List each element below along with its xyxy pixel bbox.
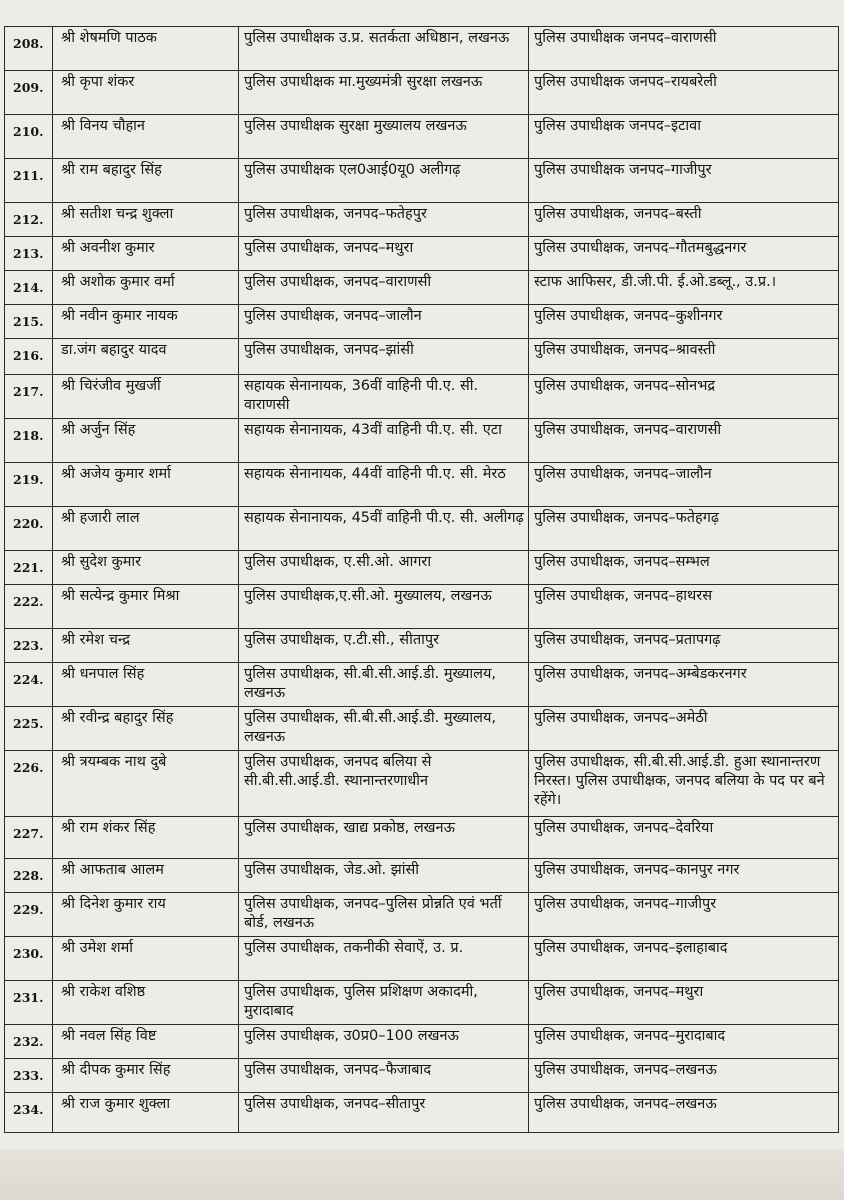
officer-name: श्री नवल सिंह विष्ट: [53, 1025, 239, 1059]
new-posting: पुलिस उपाधीक्षक, जनपद–कुशीनगर: [529, 305, 839, 339]
table-row: [5, 27, 839, 71]
new-posting: पुलिस उपाधीक्षक, जनपद–फतेहगढ़: [529, 507, 839, 551]
new-posting: पुलिस उपाधीक्षक, जनपद–लखनऊ: [529, 1093, 839, 1133]
current-posting: पुलिस उपाधीक्षक, खाद्य प्रकोष्ठ, लखनऊ: [239, 817, 529, 859]
serial-number: 223.: [5, 629, 53, 663]
serial-number: 214.: [5, 271, 53, 305]
table-row: [5, 707, 839, 751]
serial-number: 209.: [5, 71, 53, 115]
table-row: [5, 375, 839, 419]
current-posting: पुलिस उपाधीक्षक, जनपद बलिया से सी.बी.सी.आई.डी. स्थानान्तरणाधीन: [239, 751, 529, 817]
officer-name: श्री सतीश चन्द्र शुक्ला: [53, 203, 239, 237]
current-posting: पुलिस उपाधीक्षक, जनपद–फतेहपुर: [239, 203, 529, 237]
current-posting: पुलिस उपाधीक्षक, तकनीकी सेवाऐं, उ. प्र.: [239, 937, 529, 981]
serial-number: 213.: [5, 237, 53, 271]
serial-number: 217.: [5, 375, 53, 419]
serial-number: 233.: [5, 1059, 53, 1093]
table-row: [5, 305, 839, 339]
current-posting: पुलिस उपाधीक्षक, जनपद–सीतापुर: [239, 1093, 529, 1133]
officer-name: श्री सत्येन्द्र कुमार मिश्रा: [53, 585, 239, 629]
officer-name: श्री धनपाल सिंह: [53, 663, 239, 707]
officer-name: श्री अशोक कुमार वर्मा: [53, 271, 239, 305]
serial-number: 227.: [5, 817, 53, 859]
current-posting: पुलिस उपाधीक्षक, जनपद–जालौन: [239, 305, 529, 339]
officer-name: श्री हजारी लाल: [53, 507, 239, 551]
new-posting: पुलिस उपाधीक्षक, जनपद–अमेठी: [529, 707, 839, 751]
new-posting: पुलिस उपाधीक्षक जनपद–रायबरेली: [529, 71, 839, 115]
officer-name: श्री रवीन्द्र बहादुर सिंह: [53, 707, 239, 751]
new-posting: पुलिस उपाधीक्षक, सी.बी.सी.आई.डी. हुआ स्थानान्तरण निरस्त। पुलिस उपाधीक्षक, जनपद बलिया के पद पर बने रहेंगे।: [529, 751, 839, 817]
new-posting: पुलिस उपाधीक्षक, जनपद–गौतमबुद्धनगर: [529, 237, 839, 271]
officer-name: श्री सुदेश कुमार: [53, 551, 239, 585]
table-row: [5, 937, 839, 981]
current-posting: पुलिस उपाधीक्षक, सी.बी.सी.आई.डी. मुख्यालय, लखनऊ: [239, 707, 529, 751]
new-posting: पुलिस उपाधीक्षक, जनपद–सोनभद्र: [529, 375, 839, 419]
serial-number: 228.: [5, 859, 53, 893]
serial-number: 210.: [5, 115, 53, 159]
current-posting: सहायक सेनानायक, 44वीं वाहिनी पी.ए. सी. मेरठ: [239, 463, 529, 507]
officer-name: श्री अजेय कुमार शर्मा: [53, 463, 239, 507]
serial-number: 222.: [5, 585, 53, 629]
serial-number: 219.: [5, 463, 53, 507]
serial-number: 234.: [5, 1093, 53, 1133]
new-posting: पुलिस उपाधीक्षक जनपद–वाराणसी: [529, 27, 839, 71]
new-posting: पुलिस उपाधीक्षक, जनपद–हाथरस: [529, 585, 839, 629]
new-posting: पुलिस उपाधीक्षक, जनपद–इलाहाबाद: [529, 937, 839, 981]
current-posting: पुलिस उपाधीक्षक, सी.बी.सी.आई.डी. मुख्यालय, लखनऊ: [239, 663, 529, 707]
table-row: [5, 237, 839, 271]
current-posting: पुलिस उपाधीक्षक, जनपद–वाराणसी: [239, 271, 529, 305]
new-posting: पुलिस उपाधीक्षक, जनपद–गाजीपुर: [529, 893, 839, 937]
table-row: [5, 585, 839, 629]
current-posting: सहायक सेनानायक, 36वीं वाहिनी पी.ए. सी. वाराणसी: [239, 375, 529, 419]
serial-number: 226.: [5, 751, 53, 817]
serial-number: 220.: [5, 507, 53, 551]
current-posting: पुलिस उपाधीक्षक उ.प्र. सतर्कता अधिष्ठान, लखनऊ: [239, 27, 529, 71]
current-posting: पुलिस उपाधीक्षक, जनपद–झांसी: [239, 339, 529, 375]
serial-number: 221.: [5, 551, 53, 585]
officer-name: श्री चिरंजीव मुखर्जी: [53, 375, 239, 419]
transfer-table: [4, 26, 839, 1133]
serial-number: 208.: [5, 27, 53, 71]
officer-name: श्री नवीन कुमार नायक: [53, 305, 239, 339]
serial-number: 224.: [5, 663, 53, 707]
table-row: [5, 271, 839, 305]
table-row: [5, 551, 839, 585]
table-row: [5, 751, 839, 817]
current-posting: पुलिस उपाधीक्षक, उ0प्र0–100 लखनऊ: [239, 1025, 529, 1059]
current-posting: पुलिस उपाधीक्षक, ए.सी.ओ. आगरा: [239, 551, 529, 585]
officer-name: श्री रमेश चन्द्र: [53, 629, 239, 663]
table-row: [5, 859, 839, 893]
current-posting: पुलिस उपाधीक्षक, जनपद–फैजाबाद: [239, 1059, 529, 1093]
current-posting: सहायक सेनानायक, 45वीं वाहिनी पी.ए. सी. अलीगढ़: [239, 507, 529, 551]
new-posting: पुलिस उपाधीक्षक, जनपद–प्रतापगढ़: [529, 629, 839, 663]
current-posting: सहायक सेनानायक, 43वीं वाहिनी पी.ए. सी. एटा: [239, 419, 529, 463]
serial-number: 215.: [5, 305, 53, 339]
table-row: [5, 419, 839, 463]
new-posting: स्टाफ आफिसर, डी.जी.पी. ई.ओ.डब्लू., उ.प्र.।: [529, 271, 839, 305]
table-row: [5, 71, 839, 115]
table-row: [5, 463, 839, 507]
officer-name: श्री राज कुमार शुक्ला: [53, 1093, 239, 1133]
serial-number: 212.: [5, 203, 53, 237]
table-row: [5, 159, 839, 203]
officer-name: श्री आफताब आलम: [53, 859, 239, 893]
current-posting: पुलिस उपाधीक्षक, पुलिस प्रशिक्षण अकादमी, मुरादाबाद: [239, 981, 529, 1025]
new-posting: पुलिस उपाधीक्षक, जनपद–कानपुर नगर: [529, 859, 839, 893]
serial-number: 225.: [5, 707, 53, 751]
current-posting: पुलिस उपाधीक्षक,ए.सी.ओ. मुख्यालय, लखनऊ: [239, 585, 529, 629]
transfer-table-body: [5, 27, 839, 1133]
serial-number: 230.: [5, 937, 53, 981]
officer-name: श्री दीपक कुमार सिंह: [53, 1059, 239, 1093]
new-posting: पुलिस उपाधीक्षक, जनपद–अम्बेडकरनगर: [529, 663, 839, 707]
new-posting: पुलिस उपाधीक्षक जनपद–गाजीपुर: [529, 159, 839, 203]
current-posting: पुलिस उपाधीक्षक, जेड.ओ. झांसी: [239, 859, 529, 893]
officer-name: श्री दिनेश कुमार राय: [53, 893, 239, 937]
officer-name: श्री राम शंकर सिंह: [53, 817, 239, 859]
table-row: [5, 1025, 839, 1059]
new-posting: पुलिस उपाधीक्षक, जनपद–मथुरा: [529, 981, 839, 1025]
table-row: [5, 115, 839, 159]
transfer-table-container: [4, 26, 838, 1133]
new-posting: पुलिस उपाधीक्षक, जनपद–सम्भल: [529, 551, 839, 585]
officer-name: श्री अवनीश कुमार: [53, 237, 239, 271]
serial-number: 218.: [5, 419, 53, 463]
officer-name: डा.जंग बहादुर यादव: [53, 339, 239, 375]
officer-name: श्री शेषमणि पाठक: [53, 27, 239, 71]
officer-name: श्री राम बहादुर सिंह: [53, 159, 239, 203]
current-posting: पुलिस उपाधीक्षक, जनपद–मथुरा: [239, 237, 529, 271]
current-posting: पुलिस उपाधीक्षक, ए.टी.सी., सीतापुर: [239, 629, 529, 663]
new-posting: पुलिस उपाधीक्षक, जनपद–वाराणसी: [529, 419, 839, 463]
new-posting: पुलिस उपाधीक्षक, जनपद–देवरिया: [529, 817, 839, 859]
officer-name: श्री कृपा शंकर: [53, 71, 239, 115]
table-row: [5, 817, 839, 859]
table-row: [5, 663, 839, 707]
table-row: [5, 893, 839, 937]
table-row: [5, 339, 839, 375]
page-bottom-margin: [0, 1150, 844, 1200]
table-row: [5, 507, 839, 551]
officer-name: श्री विनय चौहान: [53, 115, 239, 159]
table-row: [5, 629, 839, 663]
current-posting: पुलिस उपाधीक्षक, जनपद–पुलिस प्रोन्नति एवं भर्ती बोर्ड, लखनऊ: [239, 893, 529, 937]
new-posting: पुलिस उपाधीक्षक, जनपद–जालौन: [529, 463, 839, 507]
new-posting: पुलिस उपाधीक्षक जनपद–इटावा: [529, 115, 839, 159]
officer-name: श्री उमेश शर्मा: [53, 937, 239, 981]
serial-number: 211.: [5, 159, 53, 203]
new-posting: पुलिस उपाधीक्षक, जनपद–लखनऊ: [529, 1059, 839, 1093]
table-row: [5, 981, 839, 1025]
officer-name: श्री अर्जुन सिंह: [53, 419, 239, 463]
serial-number: 229.: [5, 893, 53, 937]
officer-name: श्री राकेश वशिष्ठ: [53, 981, 239, 1025]
serial-number: 216.: [5, 339, 53, 375]
serial-number: 231.: [5, 981, 53, 1025]
table-row: [5, 203, 839, 237]
new-posting: पुलिस उपाधीक्षक, जनपद–मुरादाबाद: [529, 1025, 839, 1059]
current-posting: पुलिस उपाधीक्षक मा.मुख्यमंत्री सुरक्षा लखनऊ: [239, 71, 529, 115]
current-posting: पुलिस उपाधीक्षक सुरक्षा मुख्यालय लखनऊ: [239, 115, 529, 159]
current-posting: पुलिस उपाधीक्षक एल0आई0यू0 अलीगढ़: [239, 159, 529, 203]
new-posting: पुलिस उपाधीक्षक, जनपद–बस्ती: [529, 203, 839, 237]
table-row: [5, 1059, 839, 1093]
table-row: [5, 1093, 839, 1133]
new-posting: पुलिस उपाधीक्षक, जनपद–श्रावस्ती: [529, 339, 839, 375]
officer-name: श्री त्रयम्बक नाथ दुबे: [53, 751, 239, 817]
serial-number: 232.: [5, 1025, 53, 1059]
